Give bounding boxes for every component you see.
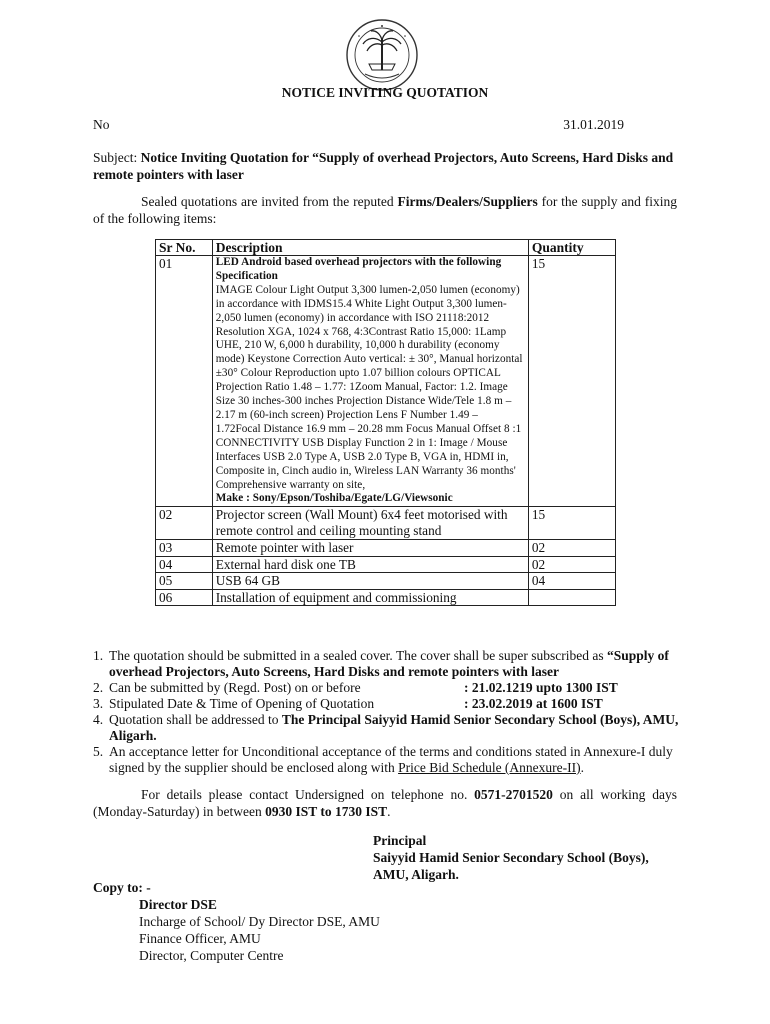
term-item xyxy=(93,712,683,744)
term-text: The quotation should be submitted in a sealed cover. The cover shall be super subscribed as xyxy=(109,648,607,663)
reference-line xyxy=(93,117,624,133)
header-quantity: Quantity xyxy=(528,240,615,256)
term-text: Quotation shall be addressed to xyxy=(109,712,282,727)
term-text-end: . xyxy=(580,760,585,775)
term-number: 2. xyxy=(93,680,104,695)
copy-recipient: Finance Officer, AMU xyxy=(139,931,261,946)
signatory-location: AMU, Aligarh. xyxy=(373,867,459,882)
term-item xyxy=(93,680,683,696)
term-text: An acceptance letter for Unconditional acceptance of the terms and conditions stated in Annexure-I duly signed by the supplier should be enclosed along with xyxy=(109,744,673,775)
contact-text-middle: on all working days (Monday-Saturday) in between xyxy=(93,787,677,819)
university-seal-logo xyxy=(345,18,419,92)
term-bold-text: The Principal Saiyyid Hamid Senior Secondary School (Boys), AMU, Aligarh. xyxy=(109,712,679,743)
row-sr: 05 xyxy=(156,573,213,590)
price-bid-schedule-link: Price Bid Schedule (Annexure-II) xyxy=(398,760,581,775)
intro-bold-text: Firms/Dealers/Suppliers xyxy=(397,194,538,209)
table-row xyxy=(156,256,616,507)
copy-recipient xyxy=(139,896,380,913)
row-sr: 01 xyxy=(156,256,213,507)
notice-date: 31.01.2019 xyxy=(563,117,624,132)
table-header-row xyxy=(156,240,616,256)
row-description: Installation of equipment and commissioning xyxy=(212,589,528,606)
signatory-title: Principal xyxy=(373,833,427,848)
subject-label: Subject: xyxy=(93,150,141,165)
row-description xyxy=(212,256,528,507)
table-row xyxy=(156,540,616,557)
term-number: 1. xyxy=(93,648,104,663)
reference-no-label: No xyxy=(93,117,110,132)
row-description: USB 64 GB xyxy=(212,573,528,590)
notice-title: NOTICE INVITING QUOTATION xyxy=(281,85,489,100)
subject-line xyxy=(93,149,683,183)
table-row xyxy=(156,556,616,573)
row-sr: 03 xyxy=(156,540,213,557)
term-item xyxy=(93,648,683,680)
row-sr: 06 xyxy=(156,589,213,606)
term-bold-text: “Supply of overhead Projectors, Auto Screens, Hard Disks and remote pointers with laser xyxy=(109,648,669,679)
copy-to-label xyxy=(93,879,151,896)
term-number: 5. xyxy=(93,744,104,759)
term-item xyxy=(93,744,683,776)
table-row xyxy=(156,507,616,540)
term-number: 4. xyxy=(93,712,104,727)
row-qty: 02 xyxy=(528,556,615,573)
terms-list xyxy=(93,648,683,776)
term-text: Can be submitted by (Regd. Post) on or before xyxy=(109,680,361,695)
contact-phone: 0571-2701520 xyxy=(474,787,553,802)
submission-deadline: : 21.02.1219 upto 1300 IST xyxy=(464,680,618,695)
header-description: Description xyxy=(212,240,528,256)
copy-recipient-name: Director DSE xyxy=(139,897,217,912)
projector-specification: IMAGE Colour Light Output 3,300 lumen-2,050 lumen (economy) in accordance with IDMS15.4 White Light Output 3,300 lumen- 2,050 lumen (economy) in accordance with ISO 21118:2012 Resolution XGA, 1024 x 768, 4:3Contrast Ratio 15,000: 1Lamp UHE, 210 W, 6,000 h durability, 10,000 h durability (economy mode) Keystone Correction Auto vertical: ± 30°, Manual horizontal ±30° Colour Reproduction upto 1.07 billion colours OPTICAL Projection Ratio 1.48 – 1.77: 1Zoom Manual, Factor: 1.2. Image Size 30 inches-300 inches Projection Distance Wide/Tele 1.8 m – 2.17 m (60-inch screen) Projection Lens F Number 1.49 – 1.72Focal Distance 16.9 mm – 20.28 mm Focus Manual Offset 8 :1 CONNECTIVITY USB Display Function 2 in 1: Image / Mouse Interfaces USB 2.0 Type A, USB 2.0 Type B, VGA in, HDMI in, Composite in, Cinch audio in, Wireless LAN Warranty 36 months' Comprehensive warranty on site, xyxy=(215,283,523,491)
copy-to-list xyxy=(139,896,380,964)
row-description: Remote pointer with laser xyxy=(212,540,528,557)
row-qty: 04 xyxy=(528,573,615,590)
subject-text: Notice Inviting Quotation for “Supply of overhead Projectors, Auto Screens, Hard Disks and remote pointers with laser xyxy=(93,150,674,182)
row-sr: 04 xyxy=(156,556,213,573)
contact-text-start: For details please contact Undersigned on telephone no. xyxy=(141,787,475,802)
row-qty xyxy=(528,589,615,606)
intro-paragraph xyxy=(93,193,677,227)
contact-text-end: . xyxy=(387,804,391,819)
row-description: Projector screen (Wall Mount) 6x4 feet motorised with remote control and ceiling mounting stand xyxy=(212,507,528,540)
signatory-school: Saiyyid Hamid Senior Secondary School (Boys), xyxy=(373,850,649,865)
copy-recipient: Director, Computer Centre xyxy=(139,948,284,963)
term-text: Stipulated Date & Time of Opening of Quotation xyxy=(109,696,375,711)
term-number: 3. xyxy=(93,696,104,711)
intro-text-end: for the supply and fixing of the following items: xyxy=(93,194,678,226)
contact-hours: 0930 IST to 1730 IST xyxy=(265,804,388,819)
header-sr-no: Sr No. xyxy=(156,240,213,256)
items-table xyxy=(155,239,616,606)
table-row xyxy=(156,589,616,606)
contact-paragraph xyxy=(93,786,677,820)
row-qty: 15 xyxy=(528,507,615,540)
copy-to-heading: Copy to: - xyxy=(93,880,151,895)
table-row xyxy=(156,573,616,590)
row-sr: 02 xyxy=(156,507,213,540)
intro-text-start: Sealed quotations are invited from the reputed xyxy=(141,194,398,209)
projector-make: Make : Sony/Epson/Toshiba/Egate/LG/Viewsonic xyxy=(215,492,453,505)
projector-heading: LED Android based overhead projectors with the following Specification xyxy=(215,256,502,282)
row-qty: 02 xyxy=(528,540,615,557)
row-qty: 15 xyxy=(528,256,615,507)
row-description: External hard disk one TB xyxy=(212,556,528,573)
signature-block xyxy=(373,832,649,883)
opening-date: : 23.02.2019 at 1600 IST xyxy=(464,696,603,711)
term-item xyxy=(93,696,683,712)
copy-recipient: Incharge of School/ Dy Director DSE, AMU xyxy=(139,914,380,929)
